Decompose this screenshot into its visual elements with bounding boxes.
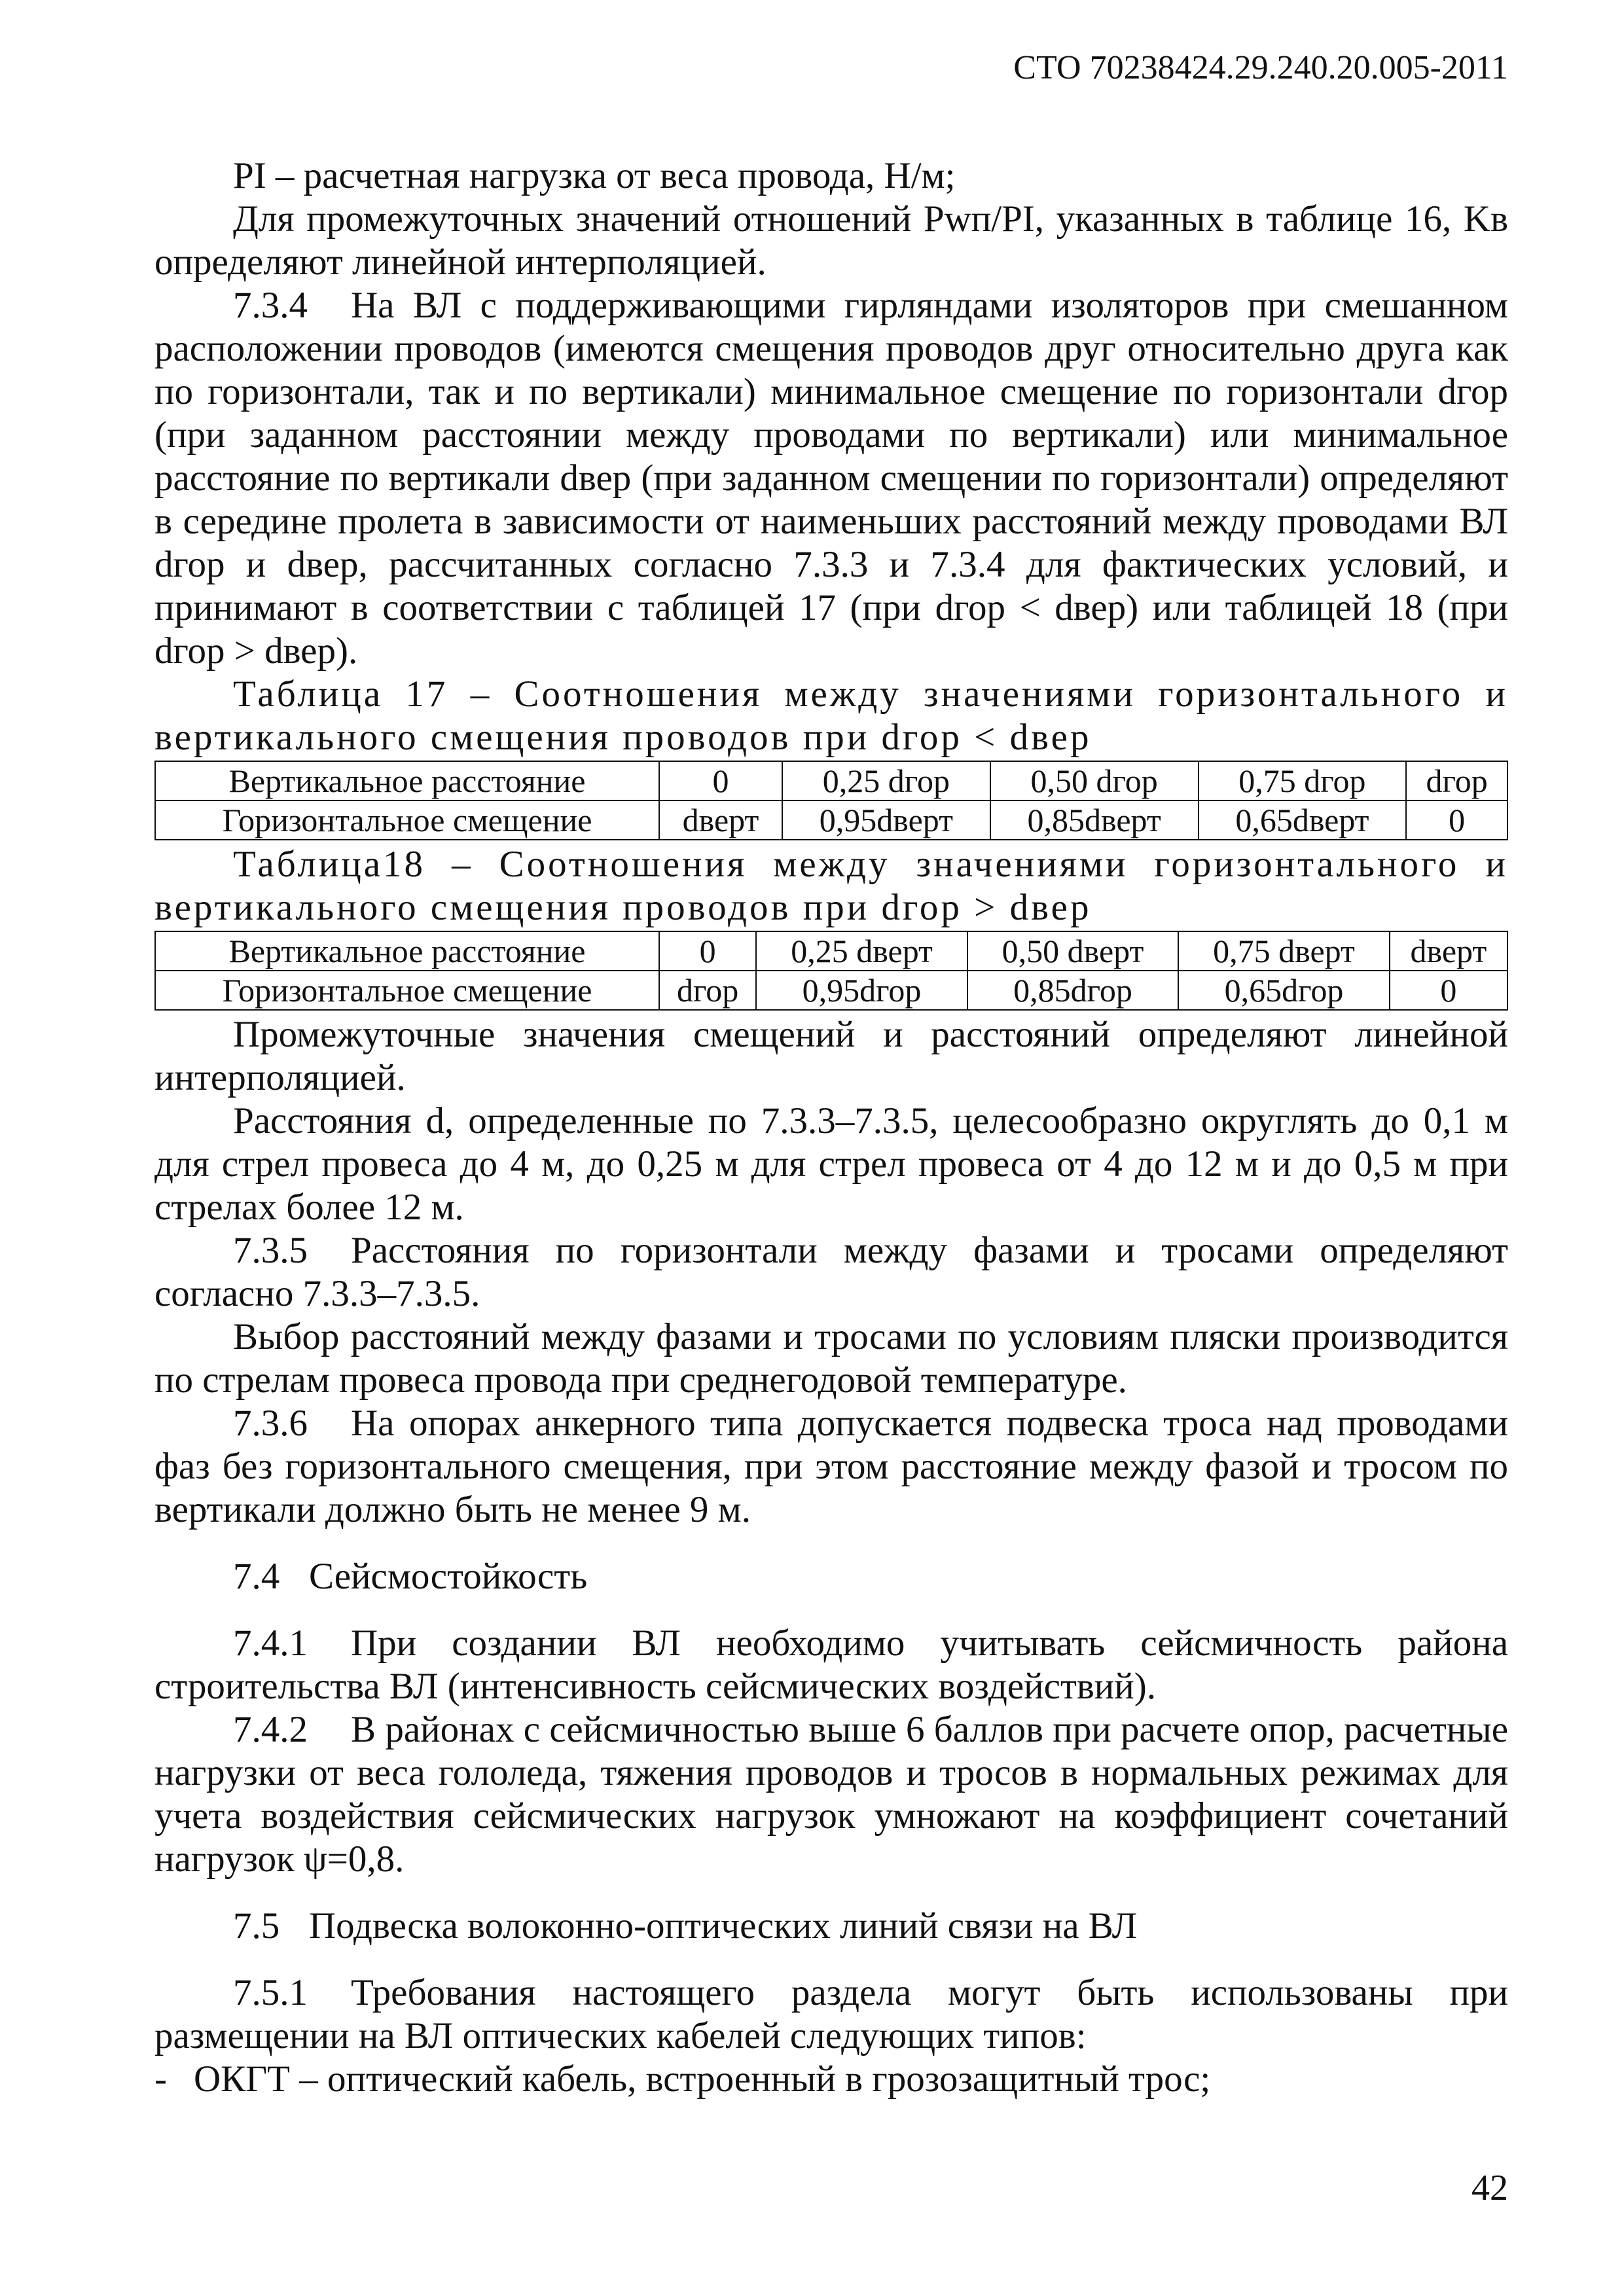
table-cell: 0,95dгор [756, 971, 967, 1010]
clause-7-3-4 [154, 284, 1508, 673]
clause-7-3-6 [154, 1402, 1508, 1532]
table-cell: 0,25 dгор [782, 761, 990, 800]
paragraph-pi-definition: PI – расчетная нагрузка от веса провода, Н/м; [233, 155, 956, 196]
clause-text: На опорах анкерного типа допускается подвеска троса над проводами фаз без горизонтального смещения, при этом расстояние между фазой и тросом по вертикали должно быть не менее 9 м. [154, 1403, 1508, 1530]
table-cell: 0 [659, 761, 782, 800]
clause-number: 7.5.1 [233, 1972, 308, 2013]
clause-7-3-5 [154, 1229, 1508, 1316]
table-cell: 0,65dгор [1178, 971, 1389, 1010]
table-cell: 0,95dверт [782, 800, 990, 840]
table-row [155, 971, 1507, 1010]
clause-number: 7.3.4 [233, 285, 308, 326]
table-cell: 0,50 dгор [990, 761, 1199, 800]
section-title: Подвеска волоконно-оптических линий связи на ВЛ [309, 1905, 1138, 1946]
paragraph-galloping: Выбор расстояний между фазами и тросами по условиям пляски производится по стрелам провеса провода при среднегодовой температуре. [154, 1316, 1508, 1401]
table-cell: 0,85dгор [967, 971, 1178, 1010]
clause-number: 7.4.1 [233, 1623, 308, 1664]
clause-text: При создании ВЛ необходимо учитывать сейсмичность района строительства ВЛ (интенсивность сейсмических воздействий). [154, 1623, 1508, 1707]
clause-text: На ВЛ с поддерживающими гирляндами изоляторов при смешанном расположении проводов (имеются смещения проводов друг относительно друга как по горизонтали, так и по вертикали) минимальное смещение по горизонтали dгор (при заданном расстоянии между проводами по вертикали) или минимальное расстояние по вертикали dвер (при заданном смещении по горизонтали) определяют в середине пролета в зависимости от наименьших расстояний между проводами ВЛ dгор и dвер, рассчитанных согласно 7.3.3 и 7.3.4 для фактических условий, и принимают в соответствии с таблицей 17 (при dгор < dвер) или таблицей 18 (при dгор > dвер). [154, 285, 1508, 672]
clause-7-5-1 [154, 1971, 1508, 2058]
table-cell: Вертикальное расстояние [155, 931, 659, 971]
table-cell: Горизонтальное смещение [155, 800, 659, 840]
page-number: 42 [1471, 2168, 1508, 2208]
table-cell: 0 [1406, 800, 1507, 840]
table18-caption: Таблица18 – Соотношения между значениями горизонтального и вертикального смещения проводов при dгор > dвер [154, 844, 1508, 928]
document-body [154, 154, 1508, 2101]
table-cell: 0,75 dверт [1178, 931, 1389, 971]
bullet-marker: - [154, 2058, 167, 2100]
section-number: 7.5 [233, 1905, 280, 1946]
table-row [155, 800, 1507, 840]
paragraph-interpolation-kv: Для промежуточных значений отношений Pwп/PI, указанных в таблице 16, Kв определяют линейной интерполяцией. [154, 198, 1508, 283]
table-row [155, 931, 1507, 971]
table-cell: 0,65dверт [1199, 800, 1407, 840]
table-cell: 0,50 dверт [967, 931, 1178, 971]
table-row [155, 761, 1507, 800]
table17-caption: Таблица 17 – Соотношения между значениями горизонтального и вертикального смещения проводов при dгор < dвер [154, 673, 1508, 758]
clause-number: 7.3.5 [233, 1230, 308, 1271]
section-title: Сейсмостойкость [309, 1556, 588, 1597]
paragraph-rounding: Расстояния d, определенные по 7.3.3–7.3.5, целесообразно округлять до 0,1 м для стрел провеса до 4 м, до 0,25 м для стрел провеса от 4 до 12 м и до 0,5 м при стрелах более 12 м. [154, 1100, 1508, 1228]
clause-7-4-2 [154, 1708, 1508, 1881]
table-cell: Горизонтальное смещение [155, 971, 659, 1010]
paragraph-intermediate-values: Промежуточные значения смещений и расстояний определяют линейной интерполяцией. [154, 1014, 1508, 1098]
table-cell: 0 [659, 931, 756, 971]
table-17 [154, 761, 1508, 840]
table-cell: 0 [1390, 971, 1507, 1010]
section-number: 7.4 [233, 1556, 280, 1597]
table-cell: Вертикальное расстояние [155, 761, 659, 800]
table-cell: 0,25 dверт [756, 931, 967, 971]
clause-number: 7.4.2 [233, 1709, 308, 1750]
table-cell: dгор [1406, 761, 1507, 800]
clause-number: 7.3.6 [233, 1403, 308, 1444]
list-item [154, 2058, 1508, 2101]
section-heading-7-5 [154, 1905, 1508, 1948]
clause-text: В районах с сейсмичностью выше 6 баллов при расчете опор, расчетные нагрузки от веса гололеда, тяжения проводов и тросов в нормальных режимах для учета воздействия сейсмических нагрузок умножают на коэффициент сочетаний нагрузок ψ=0,8. [154, 1709, 1508, 1880]
table-cell: dверт [659, 800, 782, 840]
table-18 [154, 931, 1508, 1011]
clause-7-4-1 [154, 1622, 1508, 1708]
table-cell: 0,85dверт [990, 800, 1199, 840]
section-heading-7-4 [154, 1555, 1508, 1598]
clause-text: Расстояния по горизонтали между фазами и тросами определяют согласно 7.3.3–7.3.5. [154, 1230, 1508, 1314]
table-cell: dгор [659, 971, 756, 1010]
clause-text: Требования настоящего раздела могут быть использованы при размещении на ВЛ оптических кабелей следующих типов: [154, 1972, 1508, 2056]
document-code-header: СТО 70238424.29.240.20.005-2011 [1013, 49, 1508, 86]
table-cell: dверт [1390, 931, 1507, 971]
table-cell: 0,75 dгор [1199, 761, 1407, 800]
list-item-text: ОКГТ – оптический кабель, встроенный в грозозащитный трос; [194, 2058, 1211, 2100]
